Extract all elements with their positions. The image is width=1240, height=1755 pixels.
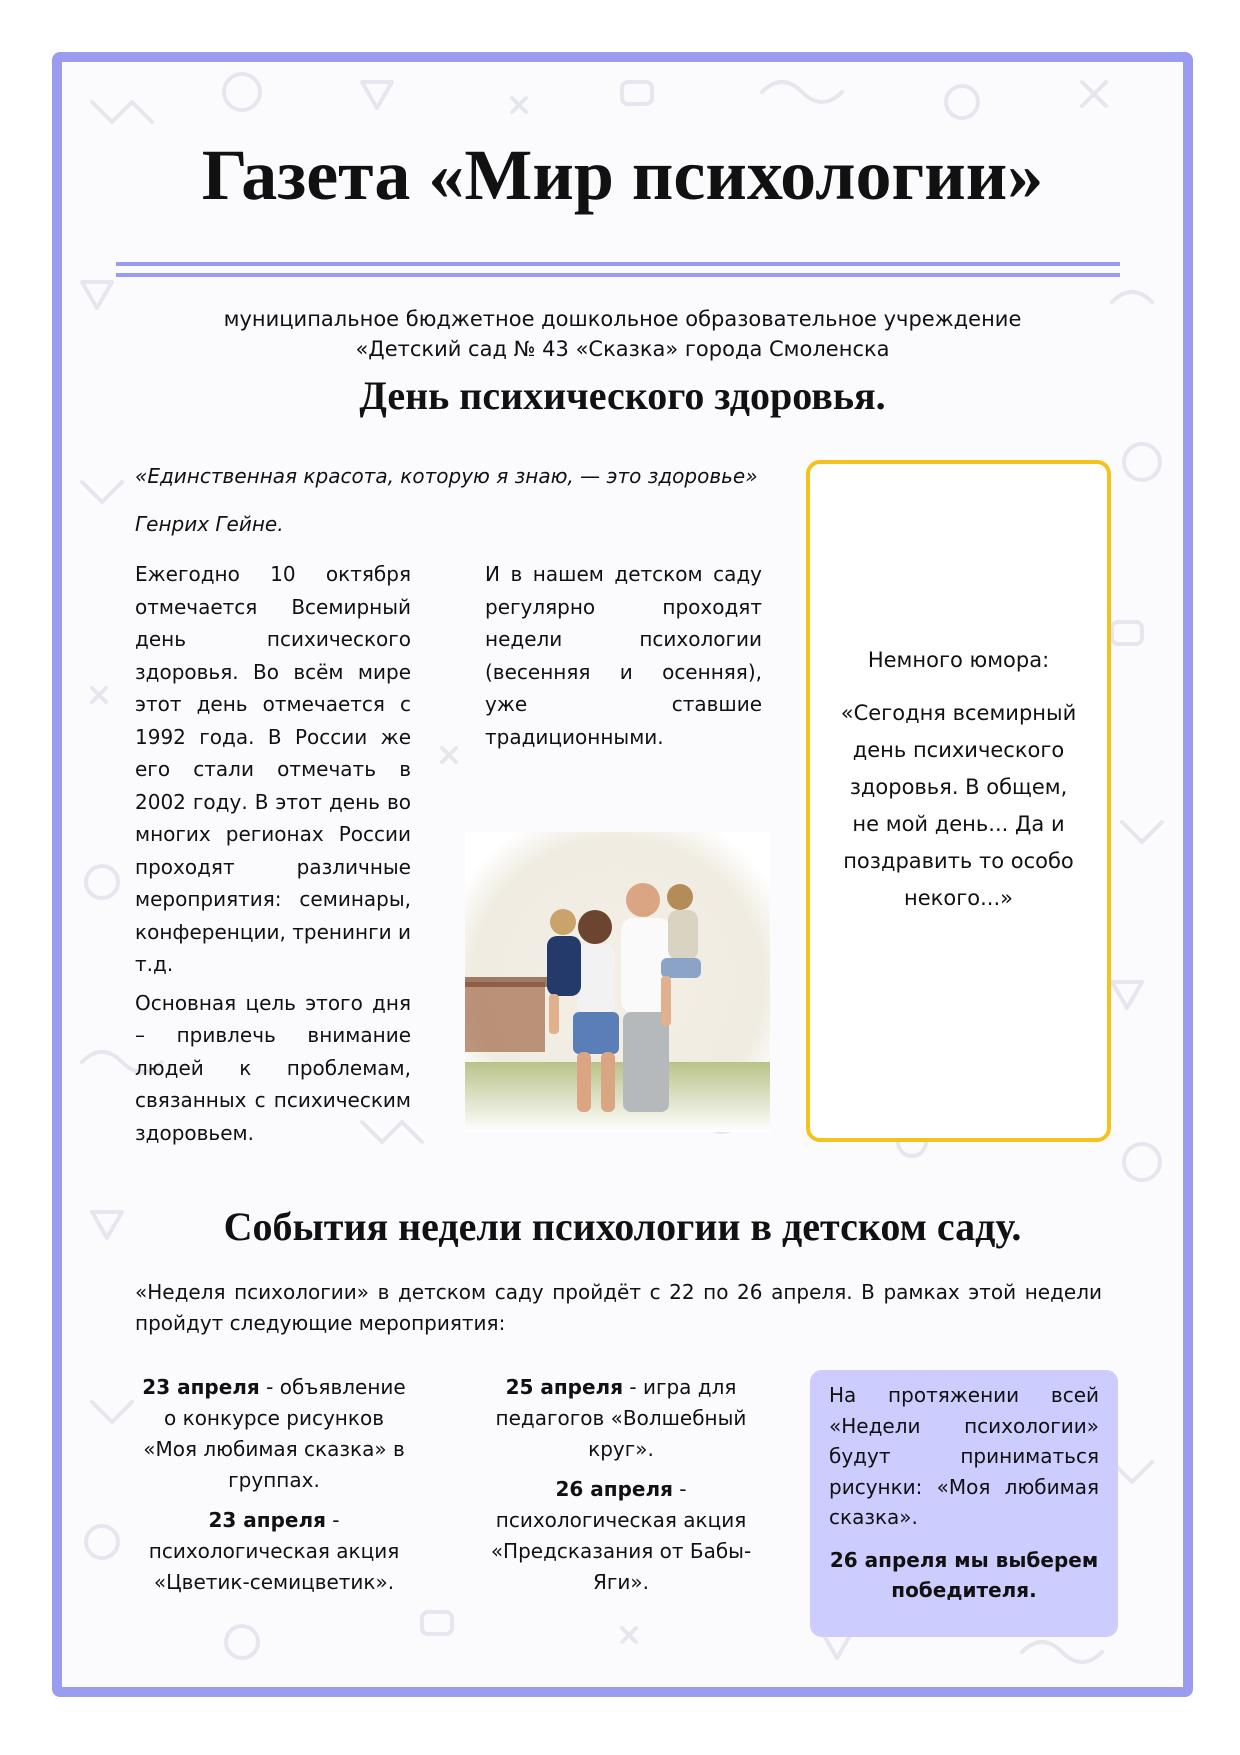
event-item [486,1372,756,1465]
event-description: - психологическая акция «Предсказания от Бабы-Яги». [490,1477,752,1594]
event-description: - объявление о конкурсе рисунков «Моя любимая сказка» в группах. [143,1375,406,1492]
event-date: 25 апреля [505,1375,624,1399]
organization-line-2: «Детский сад № 43 «Сказка» города Смоленска [355,337,890,361]
event-item [135,1505,413,1598]
drawing-contest-box [810,1370,1118,1637]
article-paragraph: Ежегодно 10 октября отмечается Всемирный день психического здоровья. Во всём мире этот день отмечается с 1992 года. В России же его стали отмечать в 2002 году. В этот день во многих регионах России проходят различные мероприятия: семинары, конференции, тренинги и т.д. [135,562,411,976]
article-paragraph: Основная цель этого дня – привлечь внимание людей к проблемам, связанных с психическим здоровьем. [135,990,411,1145]
family-photo [465,832,770,1132]
epigraph-quote: «Единственная красота, которую я знаю, — это здоровье» [135,464,758,488]
events-column-2 [486,1372,756,1607]
article-column-2 [485,558,762,759]
event-description: - психологическая акция «Цветик-семицветик». [148,1508,400,1594]
humor-box [806,460,1111,1142]
humor-text: «Сегодня всемирный день психического здоровья. В общем, не мой день... Да и поздравить то особо некого...» [840,701,1077,910]
title-divider-top [116,262,1120,266]
event-item [486,1474,756,1598]
psychology-week-intro: «Неделя психологии» в детском саду пройдёт с 22 по 26 апреля. В рамках этой недели пройдут следующие мероприятия: [135,1280,1102,1335]
event-item [135,1372,413,1496]
article-paragraph: И в нашем детском саду регулярно проходят недели психологии (весенняя и осенняя), уже ставшие традиционными. [485,562,762,749]
section-heading-psychology-week: События недели психологии в детском саду. [223,1204,1022,1249]
event-date: 26 апреля [555,1477,673,1501]
drawing-contest-text: На протяжении всей «Недели психологии» будут приниматься рисунки: «Моя любимая сказка». [829,1383,1099,1529]
event-date: 23 апреля [142,1375,260,1399]
event-description: - игра для педагогов «Волшебный круг». [495,1375,747,1461]
events-column-1 [135,1372,413,1607]
section-heading-mental-health-day: День психического здоровья. [359,373,886,418]
epigraph-author: Генрих Гейне. [135,512,284,536]
organization-name [62,304,1183,364]
event-date: 23 апреля [208,1508,326,1532]
article-column-1 [135,558,411,1155]
humor-label: Немного юмора: [867,648,1050,672]
newspaper-title: Газета «Мир психологии» [201,135,1044,215]
winner-announcement: 26 апреля мы выберем победителя. [829,1547,1099,1602]
organization-line-1: муниципальное бюджетное дошкольное образовательное учреждение [223,307,1022,331]
title-divider-bottom [116,273,1120,277]
